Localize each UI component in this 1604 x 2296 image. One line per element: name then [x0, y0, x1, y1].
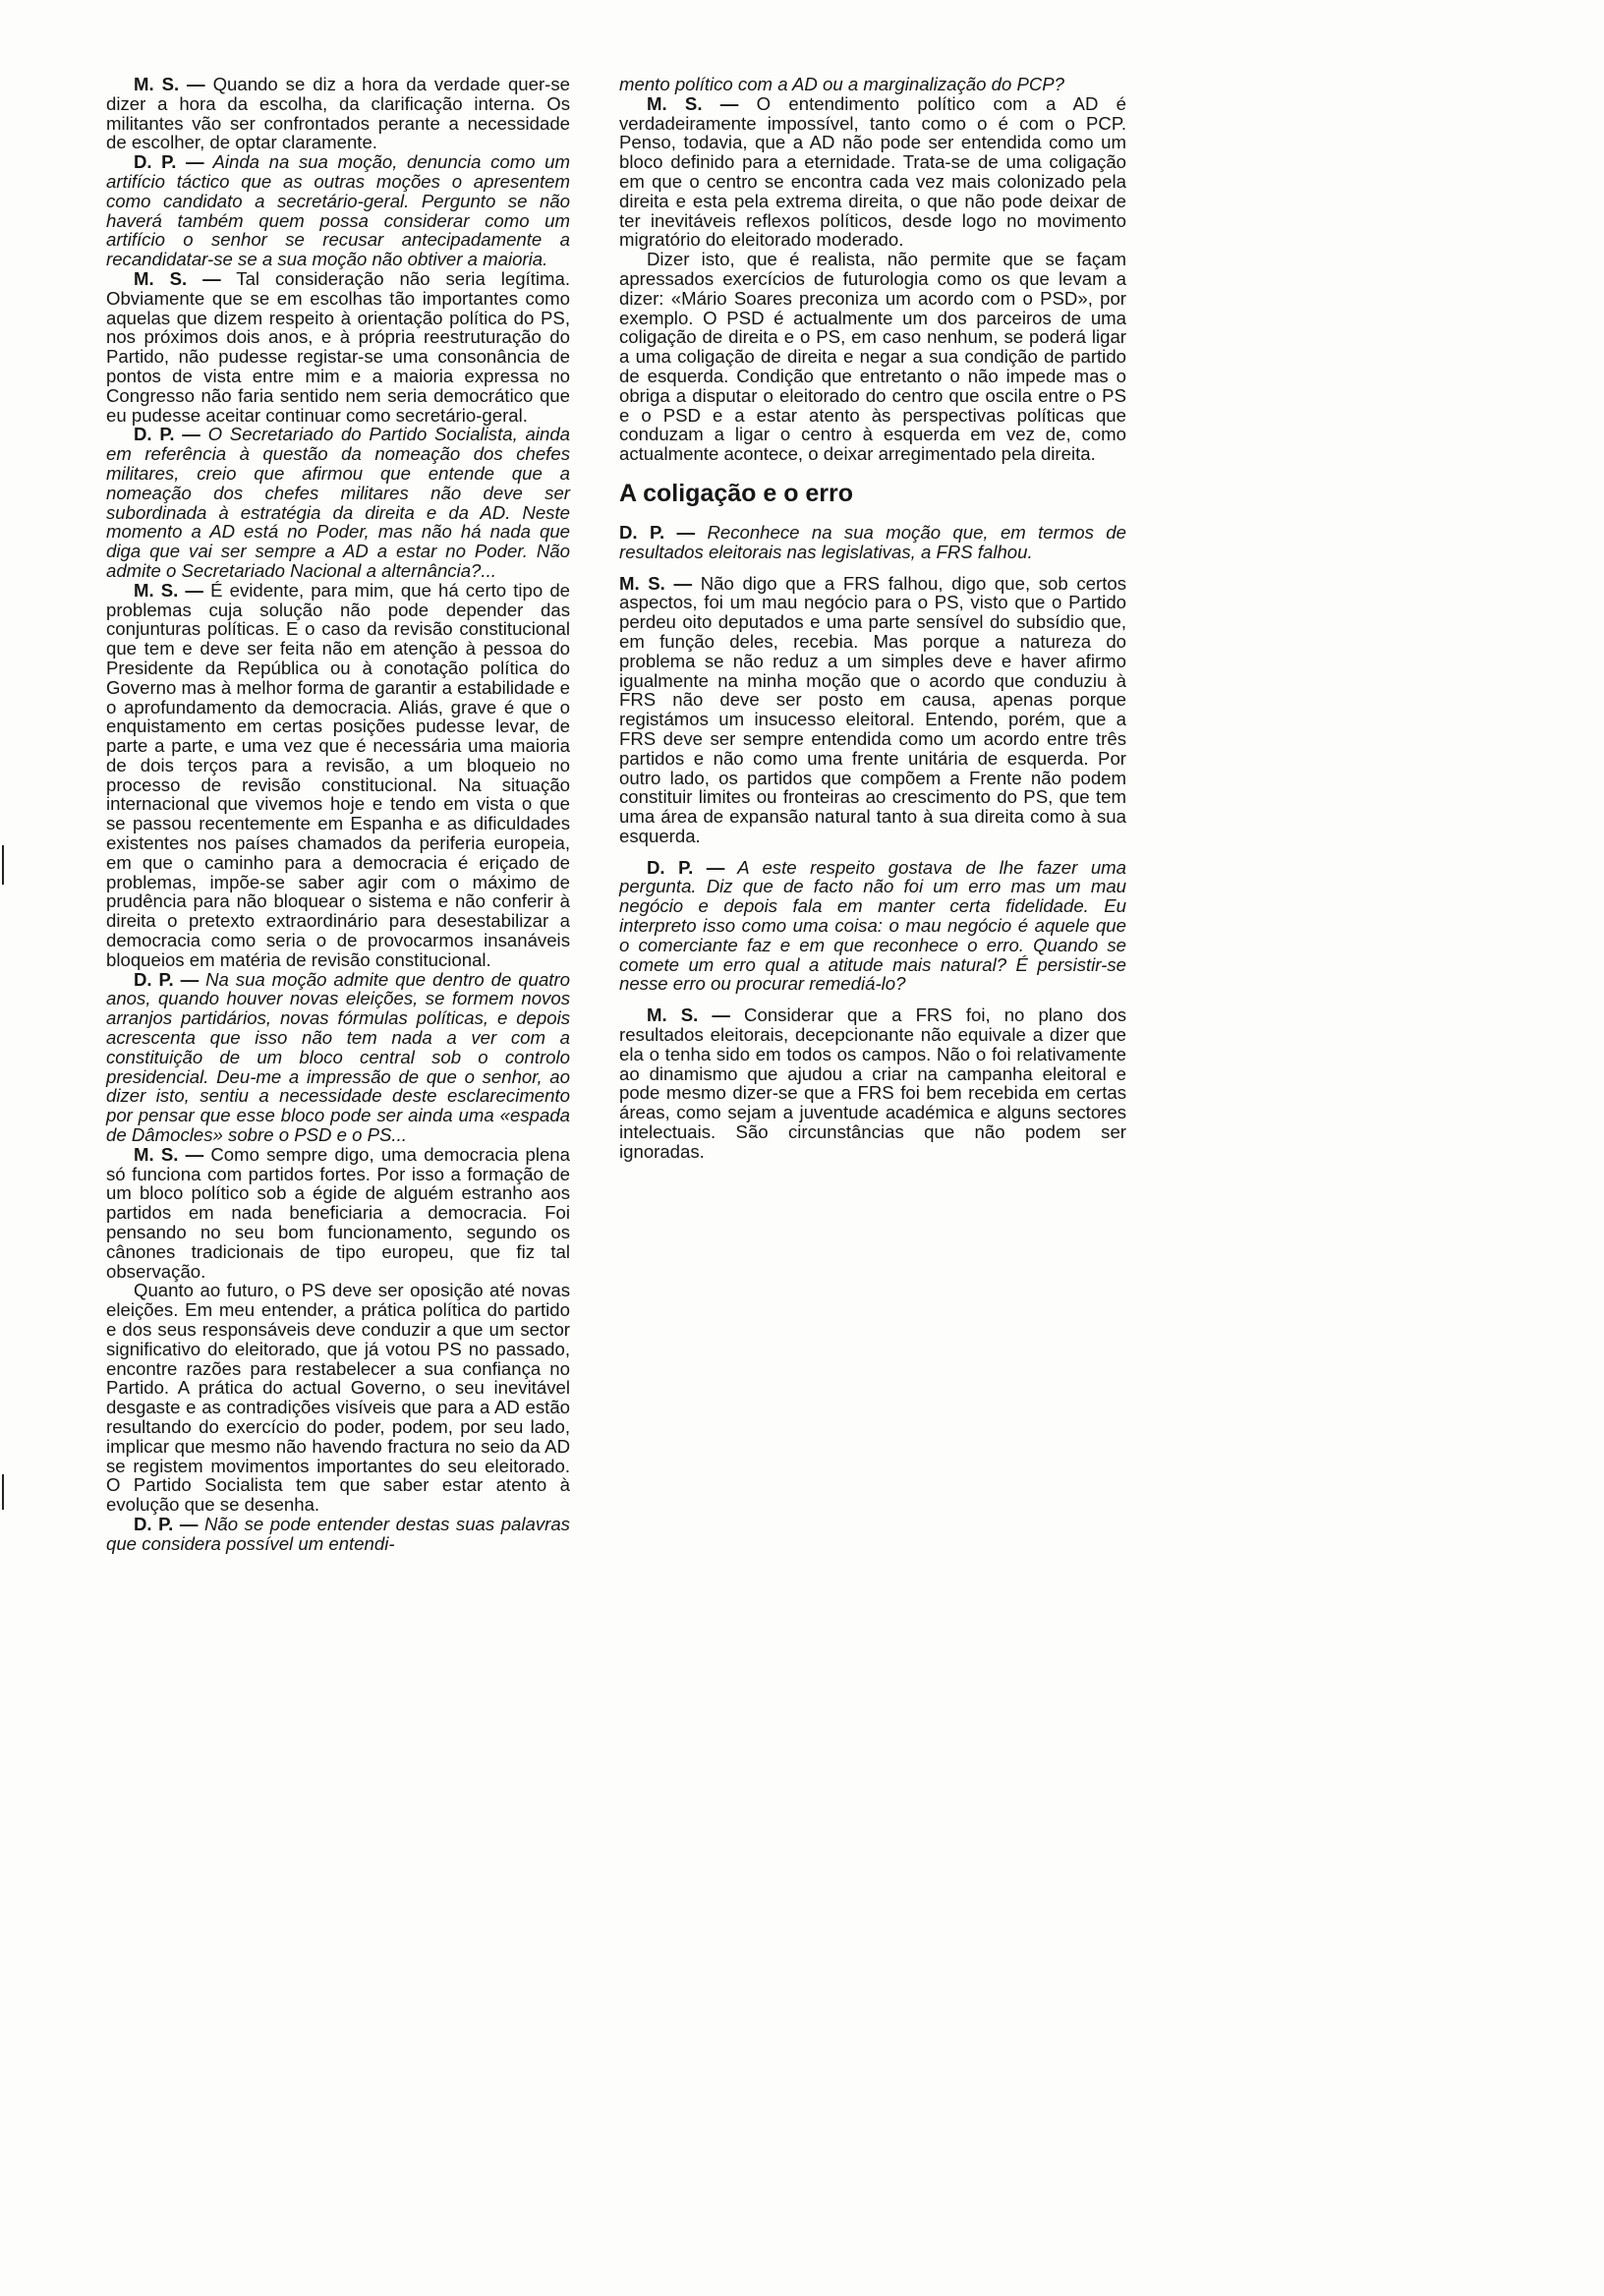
paragraph [106, 1145, 570, 1282]
paragraph [106, 75, 570, 152]
paragraph [619, 858, 1126, 995]
paragraph-text: Reconhece na sua moção que, em termos de resultados eleitorais nas legislativas, a FRS falhou. [619, 521, 1126, 562]
speaker-label: M. S. — [647, 92, 739, 114]
speaker-label: M. S. — [647, 1004, 730, 1026]
paragraph [106, 581, 570, 970]
speaker-label: D. P. — [134, 968, 200, 990]
paragraph-text: mento político com a AD ou a marginalização do PCP? [619, 74, 1065, 94]
paragraph-text: O entendimento político com a AD é verdadeiramente impossível, tanto como o é com o PCP. Penso, todavia, que a AD não pode ser entendida como um bloco definido para a eternidade. Trata-se de uma coligação em que o centro se encontra cada vez mais colonizado pela direita e esta pela extrema direita, o que não pode deixar de ter inevitáveis reflexos políticos, desde logo no movimento migratório do eleitorado moderado. [619, 92, 1126, 251]
paragraph-text: É evidente, para mim, que há certo tipo de problemas cuja solução não pode depender das conjunturas políticas. E o caso da revisão constitucional que tem e deve ser feita não em atenção à pessoa do Presidente da República ou à conotação política do Governo mas à melhor forma de garantir a estabilidade e o aprofundamento da democracia. Aliás, grave é que o enquistamento em certas posições pudesse levar, de parte a parte, e uma vez que é necessária uma maioria de dois terços para a revisão, a um bloqueio no processo de revisão constitucional. Na situação internacional que vivemos hoje e tendo em vista o que se passou recentemente em Espanha e as dificuldades existentes nos países chamados da periferia europeia, em que o caminho para a democracia é eriçado de problemas, impõe-se saber agir com o máximo de prudência para não bloquear o sistema e não conferir à direita o pretexto extraordinário para desestabilizar a democracia como seria o de provocarmos insanáveis bloqueios em matéria de revisão constitucional. [106, 579, 571, 970]
paragraph [106, 152, 570, 269]
speaker-label: M. S. — [134, 74, 205, 94]
paragraph [106, 269, 570, 425]
speaker-label: D. P. — [647, 856, 725, 878]
paragraph-text: A este respeito gostava de lhe fazer uma pergunta. Diz que de facto não foi um erro mas um mau negócio e depois fala em manter certa fidelidade. Eu interpreto isso como uma coisa: o mau negócio é aquele que o comerciante faz e em que reconhece o erro. Quando se comete um erro qual a atitude mais natural? É persistir-se nesse erro ou procurar remediá-lo? [619, 856, 1126, 995]
paragraph-text: Não se pode entender destas suas palavras que considera possível um entendi- [106, 1513, 570, 1554]
speaker-label: D. P. — [619, 521, 696, 543]
speaker-label: M. S. — [134, 579, 204, 601]
speaker-label: D. P. — [134, 424, 200, 445]
paragraph-text: Na sua moção admite que dentro de quatro anos, quando houver novas eleições, se formem novos arranjos partidários, novas fórmulas políticas, e depois acrescenta que isso não tem nada a ver com a constituição de um bloco central sob o controlo presidencial. Deu-me a impressão de que o senhor, ao dizer isto, sentiu a necessidade deste esclarecimento por pensar que esse bloco pode ser ainda uma «espada de Dâmocles» sobre o PSD e o PS... [106, 968, 570, 1146]
paragraph-text: Quando se diz a hora da verdade quer-se dizer a hora da escolha, da clarificação interna. Os militantes vão ser confrontados perante a necessidade de escolher, de optar claramente. [106, 74, 570, 153]
paragraph-text: Dizer isto, que é realista, não permite que se façam apressados exercícios de futurologia como os que levam a dizer: «Mário Soares preconiza um acordo com o PSD», por exemplo. O PSD é actualmente um dos parceiros de uma coligação de direita e o PS, em caso nenhum, se poderá ligar a uma coligação de direita e negar a sua condição de partido de esquerda. Condição que entretanto o não impede mas o obriga a disputar o eleitorado do centro que oscila entre o PS e o PSD e a estar atento às perspectivas políticas que conduzam a ligar o centro à esquerda em vez de, como actualmente acontece, o deixar arregimentado pela direita. [619, 249, 1126, 465]
left-column [106, 75, 570, 1554]
paragraph [619, 523, 1126, 562]
paragraph [619, 574, 1126, 846]
paragraph [619, 75, 1126, 94]
speaker-label: M. S. — [619, 572, 693, 594]
paragraph [106, 425, 570, 580]
paragraph [106, 1515, 570, 1554]
paragraph [619, 94, 1126, 250]
paragraph-text: Tal consideração não seria legítima. Obviamente que se em escolhas tão importantes como aquelas que dizem respeito à orientação política do PS, nos próximos dois anos, e à própria reestruturação do Partido, não pudesse registar-se uma consonância de pontos de vista entre mim e a maioria expressa no Congresso não faria sentido nem seria democrático que eu pudesse aceitar continuar como secretário-geral. [106, 267, 570, 426]
paragraph [106, 970, 570, 1145]
paragraph [106, 1281, 570, 1515]
speaker-label: D. P. — [134, 1513, 199, 1534]
paragraph-text: O Secretariado do Partido Socialista, ainda em referência à questão da nomeação dos chefes militares, creio que afirmou que entende que a nomeação dos chefes militares não deve ser subordinada à estratégia da direita e da AD. Neste momento a AD está no Poder, mas não há nada que diga que vai ser sempre a AD a estar no Poder. Não admite o Secretariado Nacional a alternância?... [106, 424, 570, 581]
scan-mark [2, 1474, 4, 1510]
paragraph-text: Ainda na sua moção, denuncia como um artifício táctico que as outras moções o apresentem como candidato a secretário-geral. Pergunto se não haverá também quem possa considerar como um artifício o senhor se recusar antecipadamente a recandidatar-se se a sua moção não obtiver a maioria. [106, 151, 570, 270]
paragraph [619, 250, 1126, 464]
paragraph-text: Não digo que a FRS falhou, digo que, sob certos aspectos, foi um mau negócio para o PS, visto que o Partido perdeu oito deputados e uma parte sensível do subsídio que, em função deles, recebia. Mas porque a natureza do problema se não reduz a um simples deve e haver afirmo igualmente na minha moção que o acordo que conduziu à FRS não deve ser posto em causa, apenas porque registámos um insucesso eleitoral. Entendo, porém, que a FRS deve ser sempre entendida como um acordo entre três partidos e não como uma frente unitária de esquerda. Por outro lado, os partidos que compõem a Frente não podem constituir limites ou fronteiras ao crescimento do PS, que tem uma área de expansão natural tanto à sua direita como à sua esquerda. [619, 572, 1126, 846]
speaker-label: D. P. — [134, 151, 204, 173]
paragraph-text: Considerar que a FRS foi, no plano dos resultados eleitorais, decepcionante não equivale a dizer que ela o tenha sido em todos os campos. Não o foi relativamente ao dinamismo que ajudou a criar na campanha eleitoral e pode mesmo dizer-se que a FRS foi bem recebida em certas áreas, como sejam a juventude académica e alguns sectores intelectuais. São circunstâncias que não podem ser ignoradas. [619, 1004, 1126, 1162]
right-column [619, 75, 1126, 1162]
speaker-label: M. S. — [134, 267, 221, 289]
speaker-label: M. S. — [134, 1143, 204, 1165]
scan-mark [2, 845, 4, 885]
paragraph [619, 1005, 1126, 1161]
paragraph-text: Quanto ao futuro, o PS deve ser oposição até novas eleições. Em meu entender, a prática política do partido e dos seus responsáveis deve conduzir a que um sector significativo do eleitorado, que já votou PS no passado, encontre razões para restabelecer a sua confiança no Partido. A prática do actual Governo, o seu inevitável desgaste e as contradições visíveis que para a AD estão resultando do exercício do poder, podem, por seu lado, implicar que mesmo não havendo fractura no seio da AD se registem movimentos importantes do seu eleitorado. O Partido Socialista tem que saber estar atento à evolução que se desenha. [106, 1280, 570, 1516]
section-subheading: A coligação e o erro [619, 479, 854, 507]
paragraph-text: Como sempre digo, uma democracia plena só funciona com partidos fortes. Por isso a formação de um bloco político sob a égide de alguém estranho aos partidos em nada beneficiaria a democracia. Foi pensando no seu bom funcionamento, segundo os cânones tradicionais de tipo europeu, que fiz tal observação. [106, 1143, 570, 1282]
